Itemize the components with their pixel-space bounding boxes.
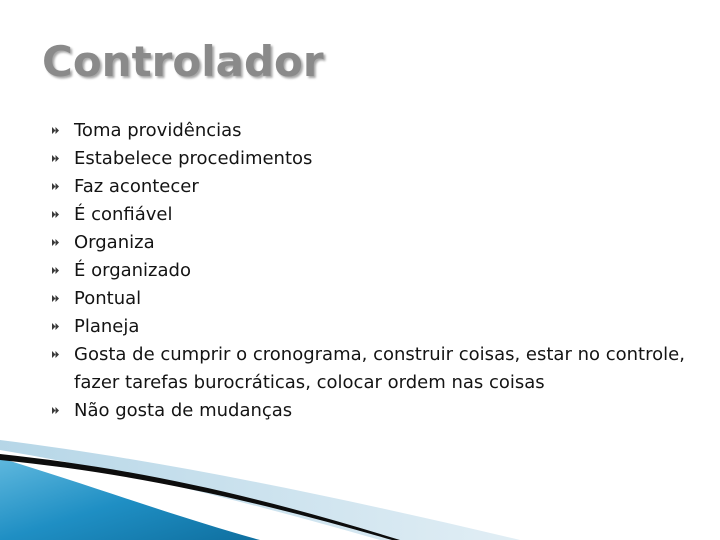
bullet-item [52,285,692,313]
chevron-bullet-icon [52,295,59,302]
chevron-bullet-icon [52,127,59,134]
chevron-bullet-icon [52,267,59,274]
bullet-text: Não gosta de mudanças [74,400,293,421]
decorative-swoosh [0,440,720,540]
bullet-text: Estabelece procedimentos [74,148,313,169]
bullet-text: Gosta de cumprir o cronograma, construir coisas, estar no controle, fazer tarefas burocráticas, colocar ordem nas coisas [74,344,685,393]
chevron-bullet-icon [52,155,59,162]
chevron-bullet-icon [52,183,59,190]
bullet-item [52,341,692,397]
bullet-list [52,117,692,425]
bullet-item [52,397,692,425]
bullet-item [52,117,692,145]
bullet-item [52,313,692,341]
bullet-item [52,145,692,173]
bullet-item [52,173,692,201]
bullet-text: Planeja [74,316,140,337]
bullet-item [52,201,692,229]
bullet-item [52,229,692,257]
bullet-text: Pontual [74,288,142,309]
bullet-text: É confiável [74,204,173,225]
chevron-bullet-icon [52,323,59,330]
chevron-bullet-icon [52,211,59,218]
chevron-bullet-icon [52,351,59,358]
bullet-text: Toma providências [74,120,242,141]
bullet-text: Organiza [74,232,155,253]
bullet-text: É organizado [74,260,191,281]
bullet-item [52,257,692,285]
chevron-bullet-icon [52,239,59,246]
chevron-bullet-icon [52,407,59,414]
slide-title: Controlador [42,37,324,86]
bullet-text: Faz acontecer [74,176,199,197]
